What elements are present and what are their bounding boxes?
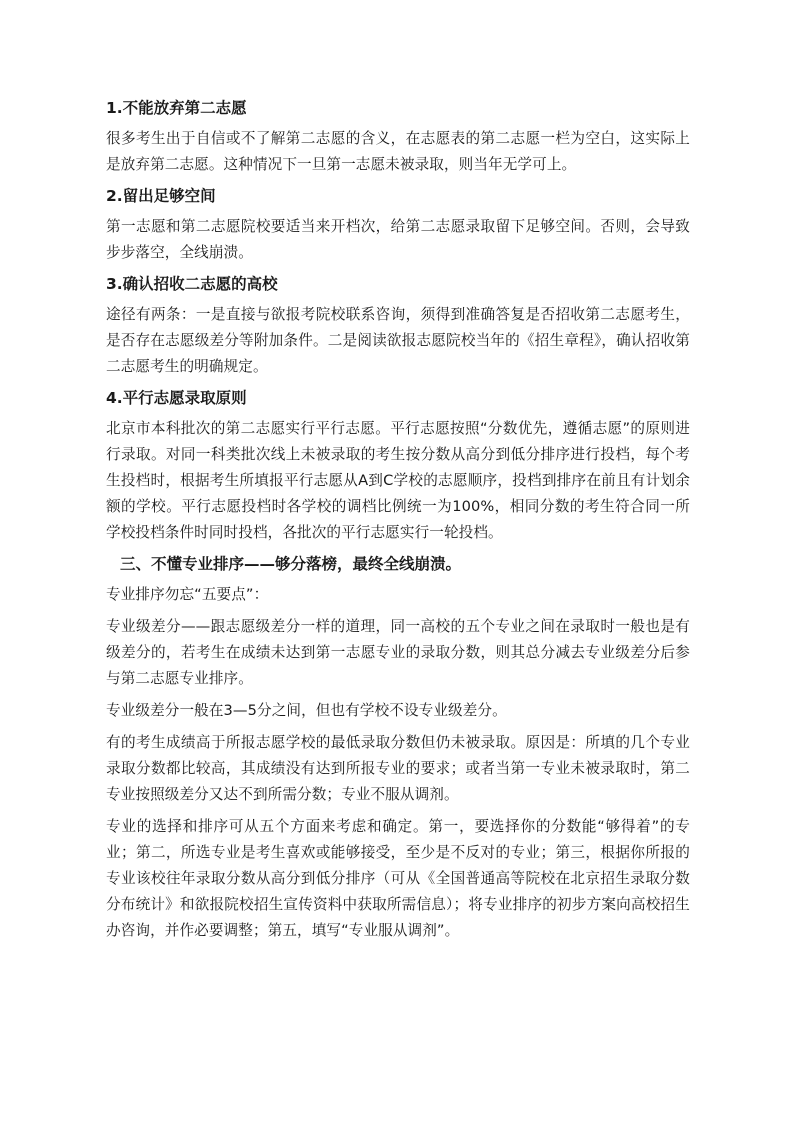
- paragraph-8: 有的考生成绩高于所报志愿学校的最低录取分数但仍未被录取。原因是：所填的几个专业录取分数都比较高，其成绩没有达到所报专业的要求；或者当第一专业未被录取时，第二专业按照级差分又达不到所需分数；专业不服从调剂。: [106, 734, 690, 803]
- paragraph-3: 途径有两条：一是直接与欲报考院校联系咨询，须得到准确答复是否招收第二志愿考生，是否存在志愿级差分等附加条件。二是阅读欲报志愿院校当年的《招生章程》，确认招收第二志愿考生的明确规定。: [106, 306, 690, 375]
- heading-3: 3.确认招收二志愿的高校: [106, 275, 278, 293]
- heading-2: 2.留出足够空间: [106, 187, 216, 205]
- section-3-title: 三、不懂专业排序——够分落榜，最终全线崩溃。: [120, 555, 462, 573]
- paragraph-4: 北京市本科批次的第二志愿实行平行志愿。平行志愿按照“分数优先，遵循志愿”的原则进行录取。对同一科类批次线上未被录取的考生按分数从高分到低分排序进行投档，每个考生投档时，根据考生所填报平行志愿从A到C学校的志愿顺序，投档到排序在前且有计划余额的学校。平行志愿投档时各学校的调档比例统一为100%，相同分数的考生符合同一所学校投档条件时同时投档，各批次的平行志愿实行一轮投档。: [106, 420, 690, 541]
- document-body: [106, 96, 690, 950]
- heading-1: 1.不能放弃第二志愿: [106, 99, 247, 117]
- paragraph-9: 专业的选择和排序可从五个方面来考虑和确定。第一，要选择你的分数能“够得着”的专业；第二，所选专业是考生喜欢或能够接受，至少是不反对的专业；第三，根据你所报的专业该校往年录取分数从高分到低分排序（可从《全国普通高等院校在北京招生录取分数分布统计》和欲报院校招生宣传资料中获取所需信息）；将专业排序的初步方案向高校招生办咨询，并作必要调整；第五，填写“专业服从调剂”。: [106, 818, 690, 939]
- paragraph-7: 专业级差分一般在3—5分之间，但也有学校不设专业级差分。: [106, 702, 507, 719]
- paragraph-5: 专业排序勿忘“五要点”：: [106, 586, 269, 603]
- paragraph-1: 很多考生出于自信或不了解第二志愿的含义，在志愿表的第二志愿一栏为空白，这实际上是放弃第二志愿。这种情况下一旦第一志愿未被录取，则当年无学可上。: [106, 130, 690, 173]
- heading-4: 4.平行志愿录取原则: [106, 389, 247, 407]
- paragraph-6: 专业级差分——跟志愿级差分一样的道理，同一高校的五个专业之间在录取时一般也是有级差分的，若考生在成绩未达到第一志愿专业的录取分数，则其总分减去专业级差分后参与第二志愿专业排序。: [106, 618, 690, 687]
- paragraph-2: 第一志愿和第二志愿院校要适当来开档次，给第二志愿录取留下足够空间。否则，会导致步步落空，全线崩溃。: [106, 218, 690, 261]
